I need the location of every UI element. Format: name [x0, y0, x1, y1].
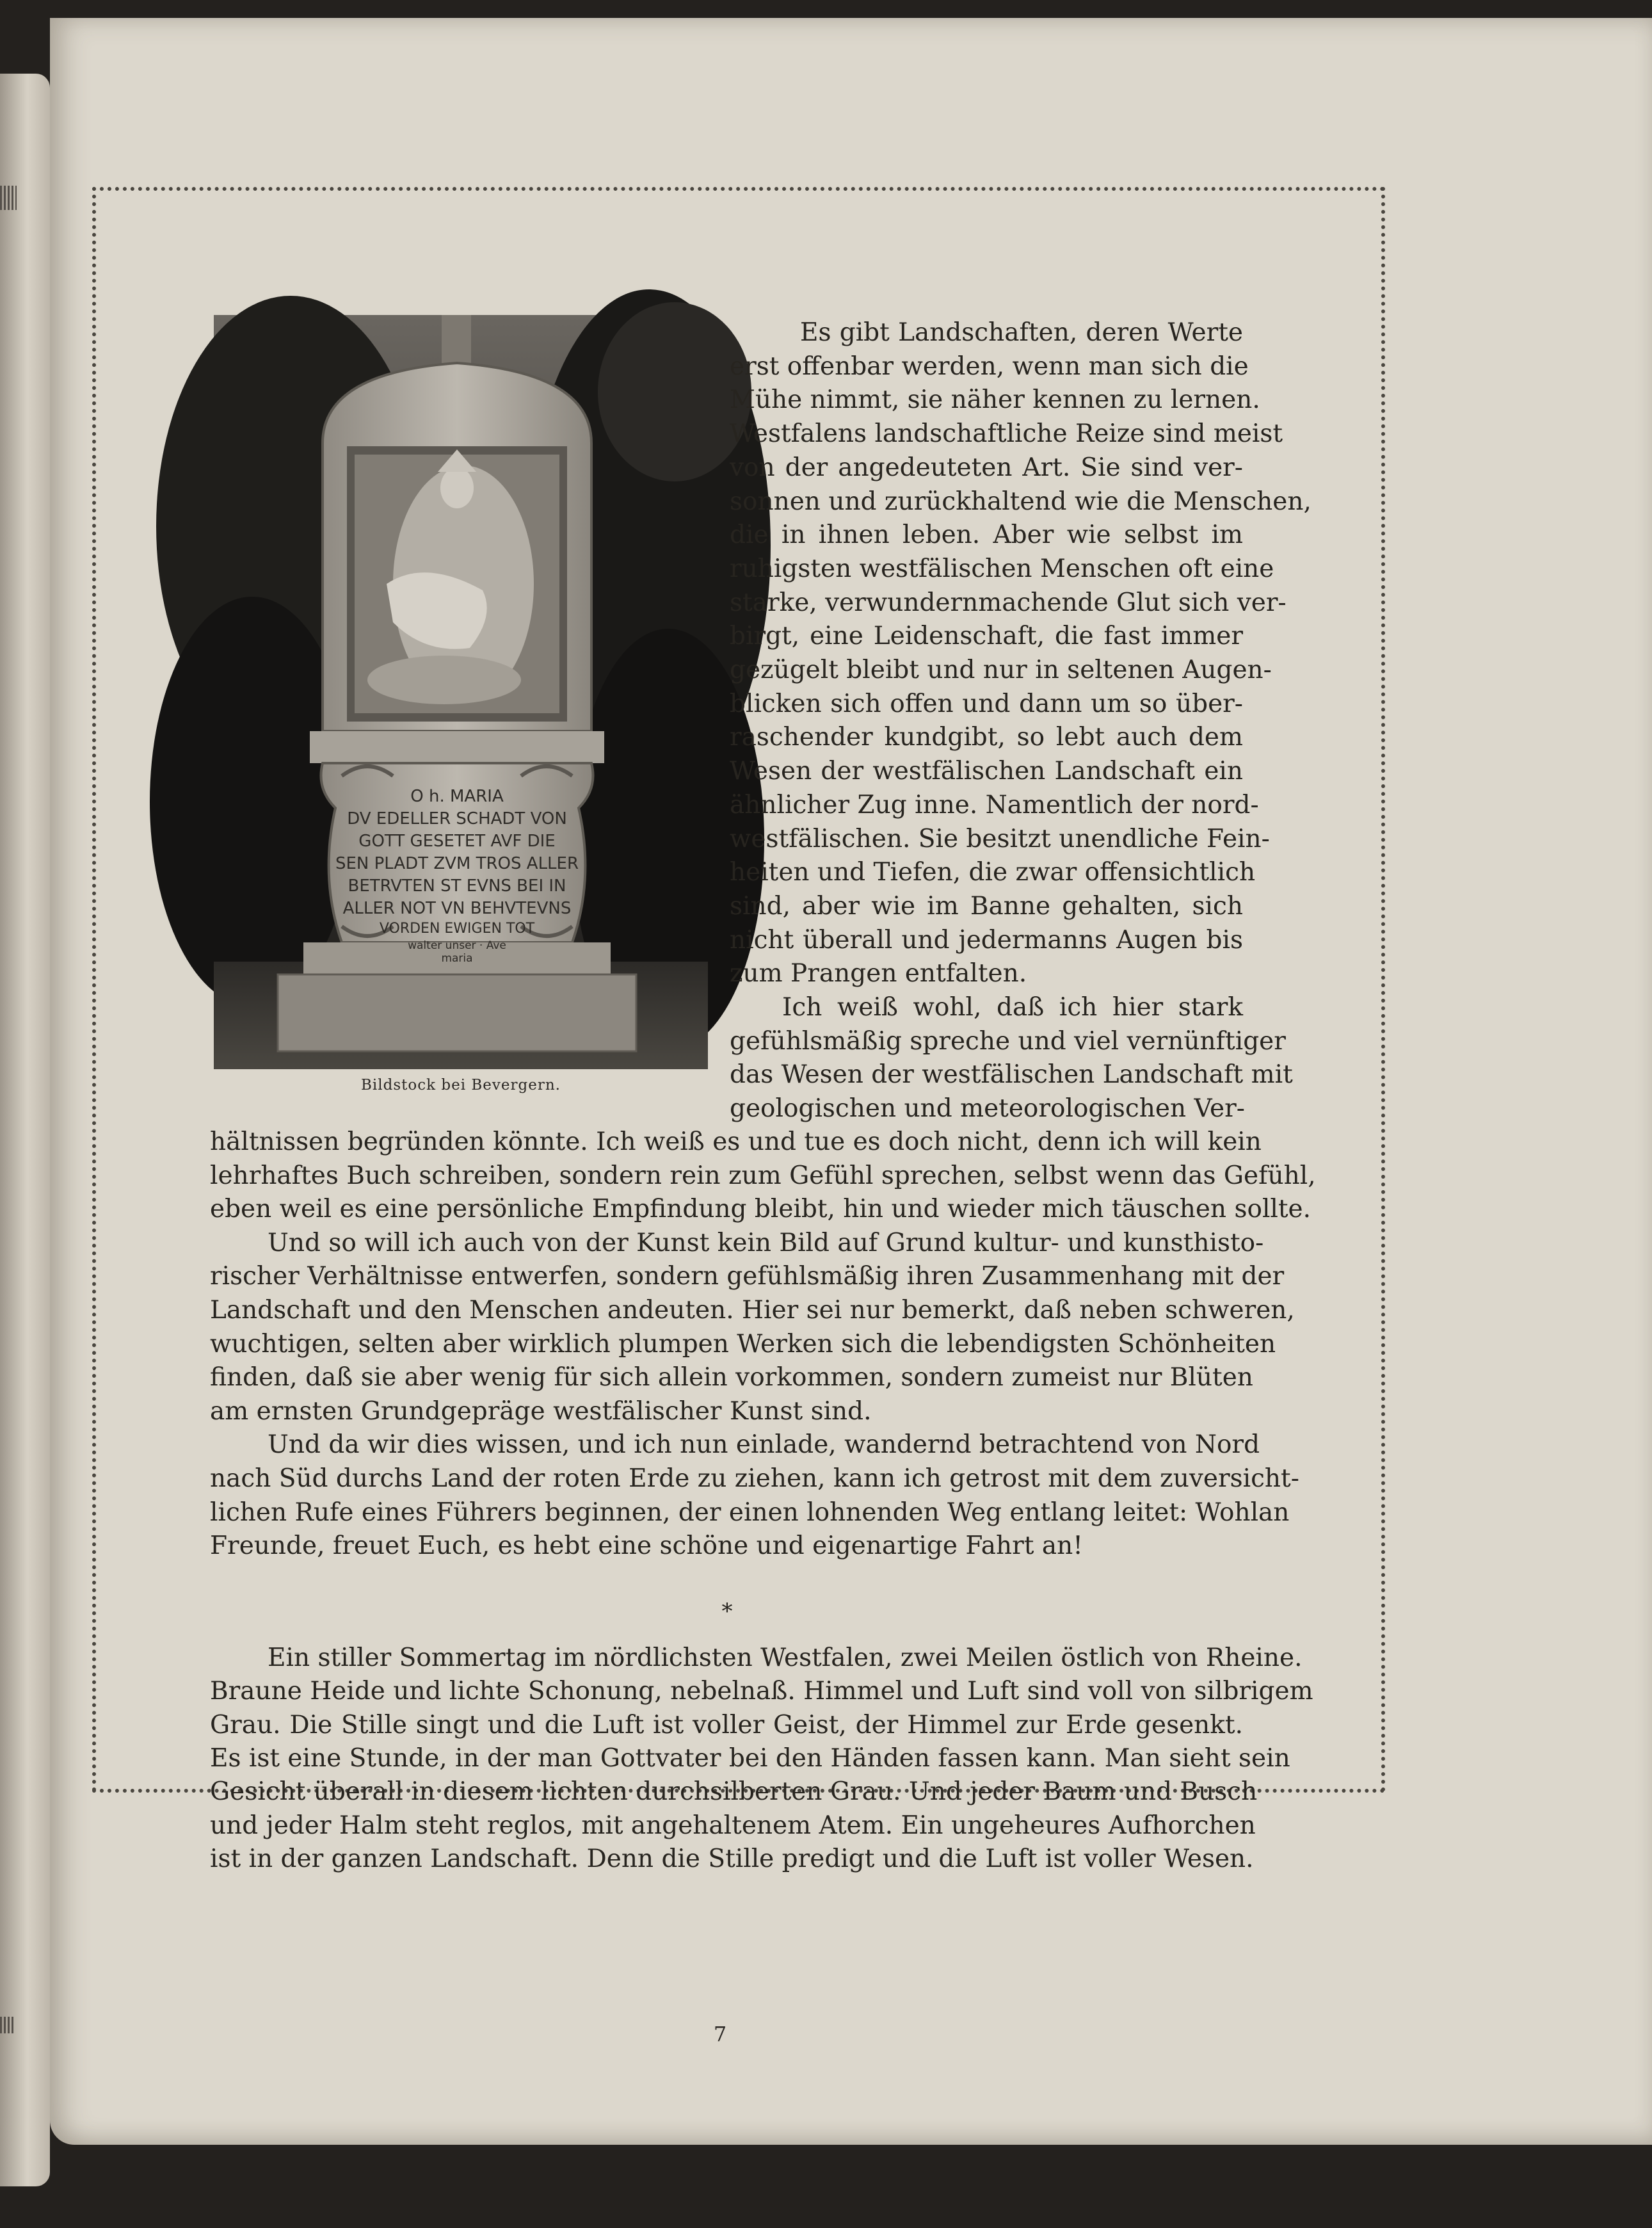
text-line: Westfalens landschaftliche Reize sind meist: [730, 419, 1283, 449]
text-line: Braune Heide und lichte Schonung, nebelnaß. Himmel und Luft sind voll von silbrigem: [210, 1677, 1313, 1706]
text-line: Und da wir dies wissen, und ich nun einlade, wandernd betrachtend von Nord: [268, 1430, 1260, 1460]
text-line: rischer Verhältnisse entwerfen, sondern gefühlsmäßig ihren Zusammenhang mit der: [210, 1262, 1285, 1291]
text-line: Und so will ich auch von der Kunst kein Bild auf Grund kultur- und kunsthisto-: [268, 1228, 1264, 1257]
svg-text:maria: maria: [441, 952, 473, 965]
text-line: Gesicht überall in diesem lichten durchsilberten Grau. Und jeder Baum und Busch: [210, 1777, 1258, 1807]
text-line: nicht überall und jedermanns Augen bis: [730, 925, 1243, 955]
text-line: finden, daß sie aber wenig für sich allein vorkommen, sondern zumeist nur Blüten: [210, 1363, 1253, 1392]
text-line: birgt, eine Leidenschaft, die fast immer: [730, 622, 1243, 651]
section-separator: *: [721, 1599, 733, 1624]
text-line: zum Prangen entfalten.: [730, 959, 1027, 989]
text-line: am ernsten Grundgepräge westfälischer Kunst sind.: [210, 1396, 872, 1426]
text-line: Wesen der westfälischen Landschaft ein: [730, 757, 1243, 786]
text-line: das Wesen der westfälischen Landschaft mit: [730, 1060, 1293, 1090]
previous-page-marker: [0, 2017, 14, 2033]
text-line: ruhigsten westfälischen Menschen oft eine: [730, 554, 1274, 583]
text-line: Freunde, freuet Euch, es hebt eine schöne und eigenartige Fahrt an!: [210, 1531, 1083, 1561]
svg-text:ALLER NOT VN BEHVTEVNS: ALLER NOT VN BEHVTEVNS: [342, 899, 572, 918]
text-line: westfälischen. Sie besitzt unendliche Fein-: [730, 824, 1270, 853]
svg-text:walter unser · Ave: walter unser · Ave: [408, 939, 506, 952]
text-line: die in ihnen leben. Aber wie selbst im: [730, 521, 1243, 550]
text-line: lehrhaftes Buch schreiben, sondern rein zum Gefühl sprechen, selbst wenn das Gefühl,: [210, 1161, 1316, 1190]
text-line: heiten und Tiefen, die zwar offensichtlich: [730, 858, 1256, 887]
svg-text:DV EDELLER SCHADT VON: DV EDELLER SCHADT VON: [347, 809, 567, 828]
svg-text:VORDEN EWIGEN TOT: VORDEN EWIGEN TOT: [379, 921, 535, 937]
photo-caption: Bildstock bei Bevergern.: [361, 1077, 561, 1094]
svg-text:O h. MARIA: O h. MARIA: [410, 787, 504, 806]
svg-text:BETRVTEN ST EVNS BEI IN: BETRVTEN ST EVNS BEI IN: [348, 876, 566, 896]
text-line: von der angedeuteten Art. Sie sind ver-: [730, 453, 1243, 482]
text-line: Mühe nimmt, sie näher kennen zu lernen.: [730, 385, 1260, 415]
text-line: und jeder Halm steht reglos, mit angehaltenem Atem. Ein ungeheures Aufhorchen: [210, 1811, 1256, 1840]
wayside-shrine-photo: [214, 315, 708, 1069]
svg-text:GOTT GESETET AVF DIE: GOTT GESETET AVF DIE: [358, 832, 556, 851]
text-line: Ich weiß wohl, daß ich hier stark: [782, 993, 1243, 1022]
text-line: sind, aber wie im Banne gehalten, sich: [730, 891, 1243, 921]
text-line: gefühlsmäßig spreche und viel vernünftiger: [730, 1026, 1286, 1056]
text-line: lichen Rufe eines Führers beginnen, der einen lohnenden Weg entlang leitet: Wohlan: [210, 1497, 1290, 1527]
text-line: gezügelt bleibt und nur in seltenen Augen-: [730, 656, 1272, 684]
text-line: blicken sich offen und dann um so über-: [730, 689, 1243, 718]
text-line: Es gibt Landschaften, deren Werte: [800, 318, 1243, 347]
text-line: wuchtigen, selten aber wirklich plumpen Werken sich die lebendigsten Schönheiten: [210, 1329, 1276, 1359]
text-line: geologischen und meteorologischen Ver-: [730, 1094, 1245, 1124]
text-line: ist in der ganzen Landschaft. Denn die Stille predigt und die Luft ist voller Wesen.: [210, 1844, 1254, 1873]
text-line: Es ist eine Stunde, in der man Gottvater bei den Händen fassen kann. Man sieht sein: [210, 1743, 1290, 1773]
text-line: ähnlicher Zug inne. Namentlich der nord-: [730, 790, 1259, 819]
text-line: starke, verwundernmachende Glut sich ver-: [730, 588, 1287, 617]
page-number: 7: [713, 2022, 727, 2046]
text-line: hältnissen begründen könnte. Ich weiß es und tue es doch nicht, denn ich will kein: [210, 1127, 1262, 1156]
svg-text:SEN PLADT ZVM TROS ALLER: SEN PLADT ZVM TROS ALLER: [335, 854, 579, 873]
previous-page-edge: [0, 74, 50, 2186]
text-line: sonnen und zurückhaltend wie die Menschen,: [730, 487, 1311, 516]
text-line: erst offenbar werden, wenn man sich die: [730, 351, 1249, 381]
text-line: Ein stiller Sommertag im nördlichsten Westfalen, zwei Meilen östlich von Rheine.: [268, 1643, 1303, 1672]
text-line: raschender kundgibt, so lebt auch dem: [730, 723, 1243, 752]
text-line: Landschaft und den Menschen andeuten. Hier sei nur bemerkt, daß neben schweren,: [210, 1296, 1295, 1325]
text-line: nach Süd durchs Land der roten Erde zu ziehen, kann ich getrost mit dem zuversicht-: [210, 1464, 1299, 1493]
text-line: Grau. Die Stille singt und die Luft ist voller Geist, der Himmel zur Erde gesenkt.: [210, 1710, 1243, 1740]
text-line: eben weil es eine persönliche Empfindung bleibt, hin und wieder mich täuschen sollte.: [210, 1195, 1311, 1224]
previous-page-marker: [0, 186, 17, 210]
